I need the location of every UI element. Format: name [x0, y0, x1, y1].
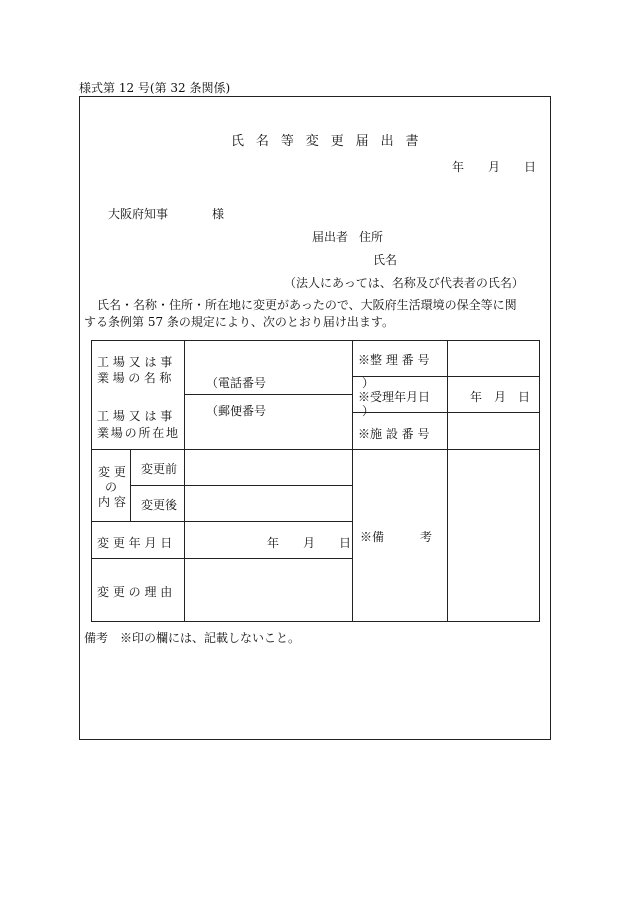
before-change-label: 変更前 [141, 462, 178, 476]
honorific: 様 [212, 207, 225, 221]
after-change-label: 変更後 [141, 498, 178, 512]
footnote: 備考 ※印の欄には、記載しないこと。 [84, 631, 301, 645]
change-reason-label: 変 更 の 理 由 [97, 585, 173, 599]
addressee: 大阪府知事 [108, 207, 169, 221]
change-content-line-1: 変 更 [98, 465, 126, 479]
received-date-value: 年 月 日 [470, 390, 531, 404]
name-label: 氏名 [373, 253, 398, 267]
remarks-label: ※備 考 [360, 530, 433, 544]
change-date-label: 変 更 年 月 日 [97, 536, 173, 550]
facility-number-label: ※施 設 番 号 [358, 427, 430, 441]
factory-name-line-2: 業場の名称 [97, 371, 176, 385]
change-date-value: 年 月 日 [267, 536, 352, 550]
date-line: 年 月 日 [452, 160, 537, 174]
form-title: 氏 名 等 変 更 届 出 書 [231, 134, 423, 149]
phone-field: （電話番号 ） [206, 376, 375, 390]
received-date-label: ※受理年月日 [358, 390, 431, 404]
reference-number-label: ※整 理 番 号 [358, 353, 430, 367]
corporation-note: （法人にあっては、名称及び代表者の氏名） [284, 276, 524, 290]
address-label: 住所 [359, 230, 384, 244]
factory-location-line-1: 工 場 又 は 事 [97, 409, 173, 423]
intro-line-1: 氏名・名称・住所・所在地に変更があったので、大阪府生活環境の保全等に関 [97, 298, 517, 312]
change-content-line-2: の [105, 480, 118, 494]
postal-field: （郵便番号 ） [206, 404, 375, 418]
intro-line-2: する条例第 57 条の規定により、次のとおり届け出ます。 [84, 315, 394, 329]
form-reference: 様式第 12 号(第 32 条関係) [79, 81, 231, 95]
factory-location-line-2: 業場の所在地 [97, 426, 180, 440]
notifier-label: 届出者 [312, 230, 349, 244]
change-content-line-3: 内 容 [98, 495, 126, 509]
factory-name-line-1: 工 場 又 は 事 [97, 355, 173, 369]
